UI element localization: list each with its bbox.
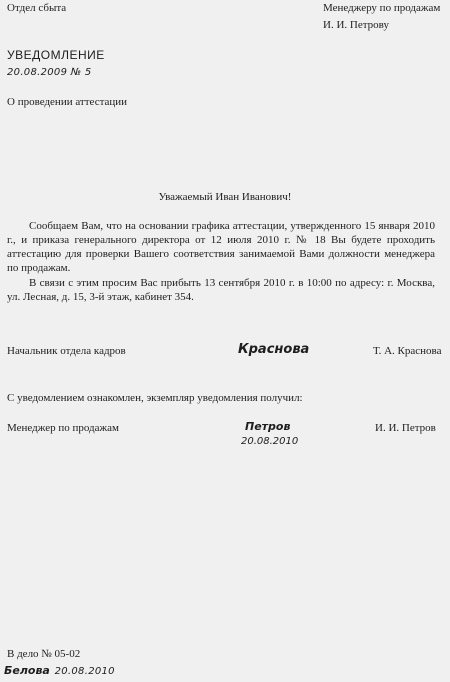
document-date-number: 20.08.2009 № 5 (7, 67, 92, 78)
document-title: УВЕДОМЛЕНИЕ (7, 48, 105, 62)
acknowledgment-text: С уведомлением ознакомлен, экземпляр уведомления получил: (7, 392, 303, 404)
acknowledgment-date: 20.08.2010 (241, 436, 299, 447)
letter-body (7, 219, 435, 304)
filing-date: 20.08.2010 (54, 666, 115, 677)
document-subject: О проведении аттестации (7, 96, 128, 108)
acknowledgment-position: Менеджер по продажам (7, 422, 119, 434)
greeting: Уважаемый Иван Иванович! (158, 191, 292, 203)
signatory-signature: Краснова (238, 342, 310, 357)
filing-signature-line (4, 664, 115, 678)
recipient-position: Менеджеру по продажам (323, 2, 441, 14)
body-paragraph-1: Сообщаем Вам, что на основании графика аттестации, утвержденного 15 января 2010 г., и приказа генерального директора от 12 июля 2010 г. № 18 Вы будете проходить аттестацию для проверки Вашего соответствия занимаемой Вами должности менеджера по продажам. (7, 220, 435, 274)
acknowledgment-signature: Петров (245, 420, 291, 433)
recipient-block (323, 2, 440, 32)
signatory-name: Т. А. Краснова (373, 345, 442, 357)
recipient-name: И. И. Петрову (323, 19, 389, 31)
sender-department: Отдел сбыта (7, 2, 67, 14)
signatory-position: Начальник отдела кадров (7, 345, 126, 357)
filing-note: В дело № 05-02 (7, 648, 81, 660)
body-paragraph-2: В связи с этим просим Вас прибыть 13 сентября 2010 г. в 10:00 по адресу: г. Москва, ул. Лесная, д. 15, 3-й этаж, кабинет 354. (7, 277, 435, 303)
acknowledgment-name: И. И. Петров (375, 422, 436, 434)
filing-signature: Белова (4, 664, 50, 677)
